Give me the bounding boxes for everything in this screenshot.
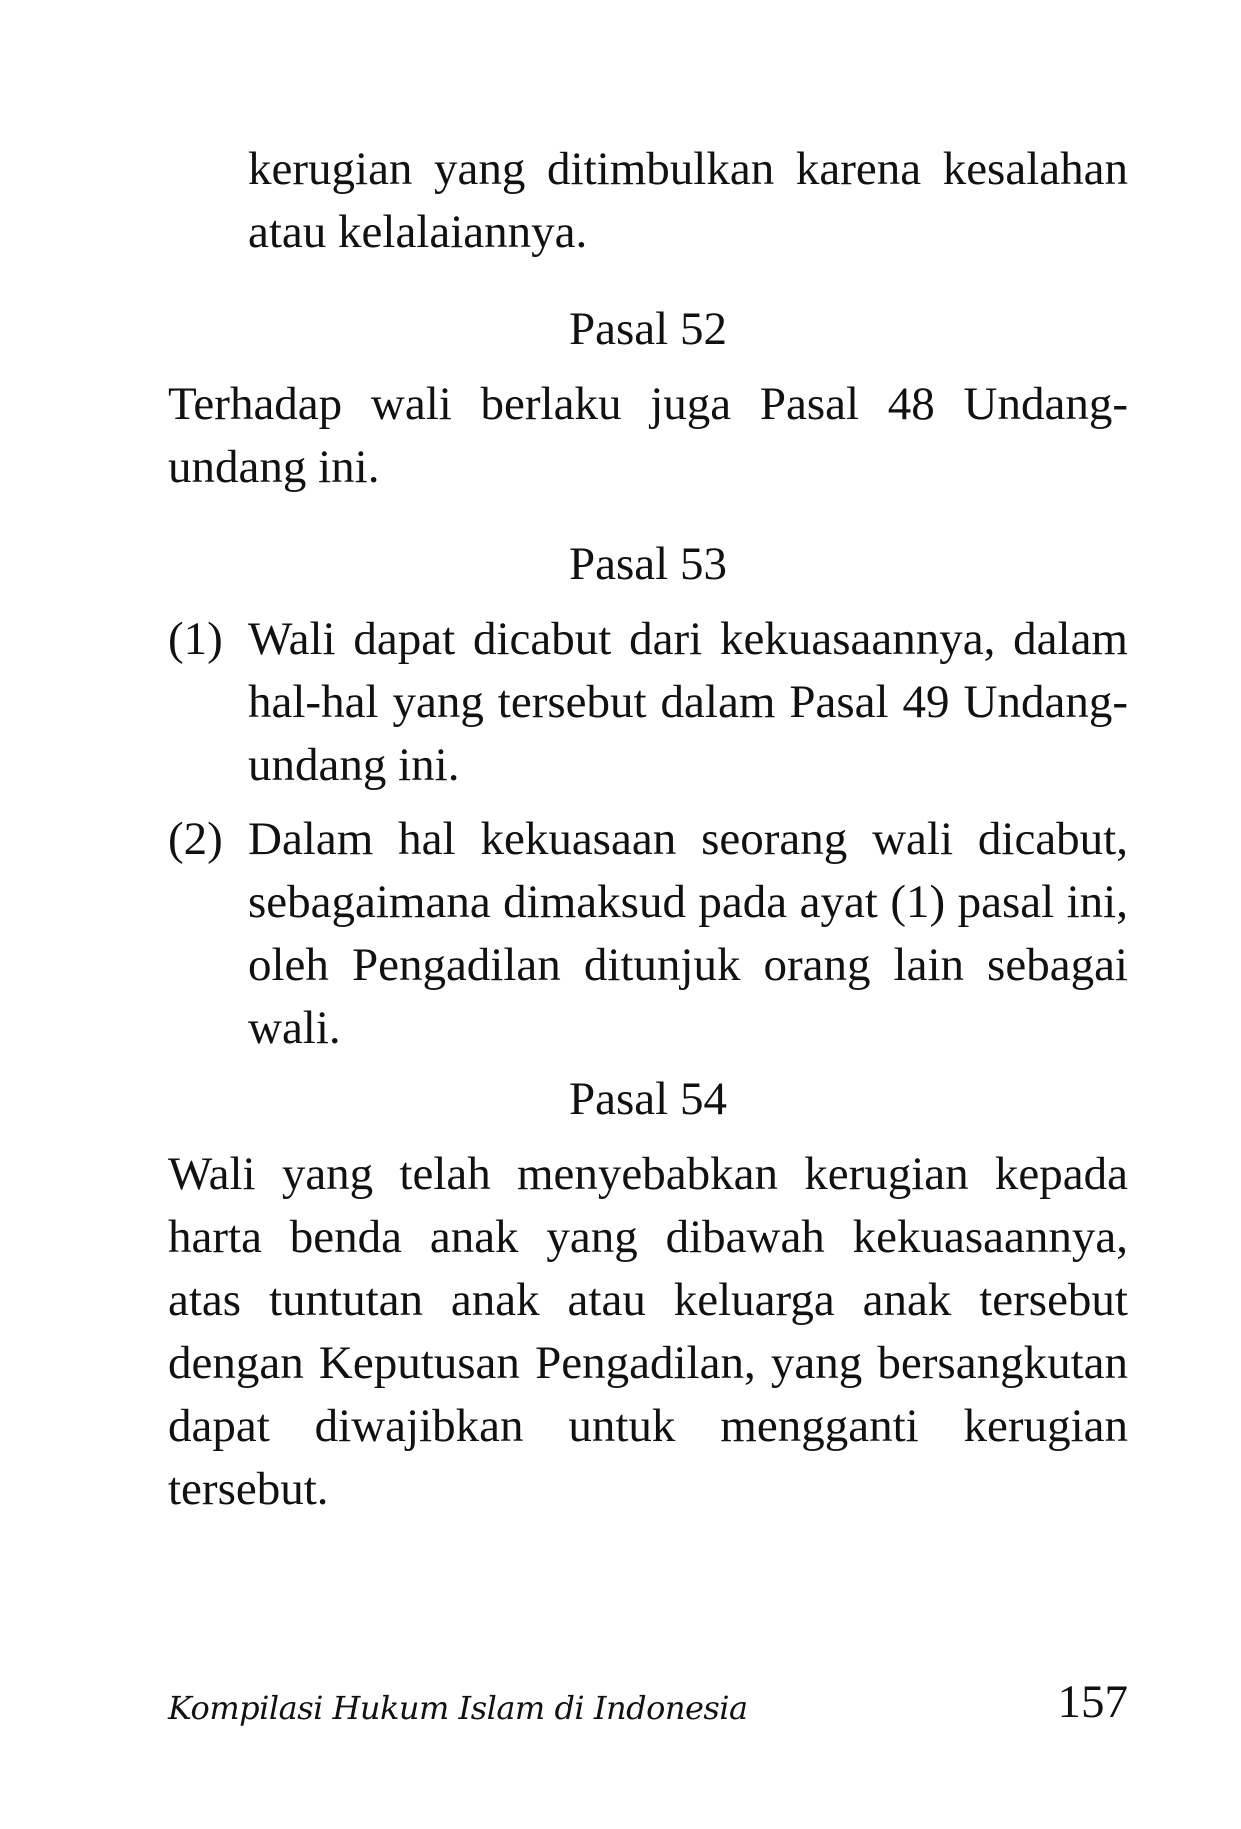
page-body: [168, 138, 1128, 1521]
pasal-52-text: Terhadap wali berlaku juga Pasal 48 Undang-undang ini.: [168, 378, 1128, 493]
item-number: (1): [168, 613, 223, 665]
continuation-block: [168, 138, 1128, 264]
item-number: (2): [168, 813, 223, 865]
continuation-text: kerugian yang ditimbulkan karena kesalahan atau kelalaiannya.: [248, 143, 1128, 258]
pasal-54-heading: Pasal 54: [569, 1073, 727, 1125]
pasal-54-text: Wali yang telah menyebabkan kerugian kepada harta benda anak yang dibawah kekuasaannya, atas tuntutan anak atau keluarga anak tersebut dengan Keputusan Pengadilan, yang bersangkutan dapat diwajibkan untuk mengganti kerugian tersebut.: [168, 1148, 1128, 1515]
pasal-52-heading: Pasal 52: [569, 303, 727, 355]
item-text: Wali dapat dicabut dari kekuasaannya, dalam hal-hal yang tersebut dalam Pasal 49 Undang-undang ini.: [248, 613, 1128, 791]
pasal-53-heading: Pasal 53: [569, 538, 727, 590]
book-title: Kompilasi Hukum Islam di Indonesia: [168, 1689, 748, 1727]
page-footer: [168, 1675, 1128, 1745]
page-number: 157: [1057, 1676, 1128, 1728]
pasal-53-item-2: [168, 808, 1128, 1060]
pasal-53-item-1: [168, 608, 1128, 797]
item-text: Dalam hal kekuasaan seorang wali dicabut, sebagaimana dimaksud pada ayat (1) pasal ini, oleh Pengadilan ditunjuk orang lain sebagai wali.: [248, 813, 1128, 1054]
